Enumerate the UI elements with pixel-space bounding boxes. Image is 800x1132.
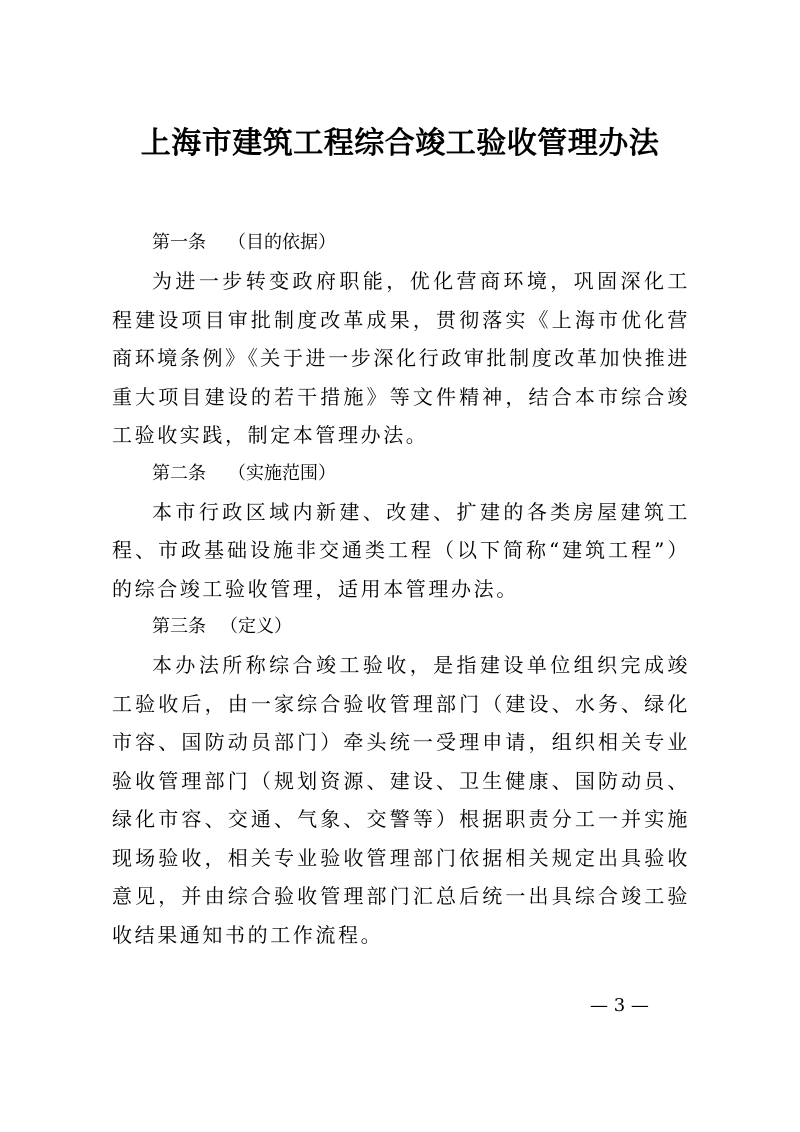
page-number: — 3 — [590, 995, 649, 1016]
article-topic: （定义） [220, 616, 292, 637]
article-heading [112, 455, 690, 493]
article-heading [112, 224, 690, 262]
article-number: 第一条 [152, 232, 206, 253]
article-3 [112, 608, 690, 954]
document-title: 上海市建筑工程综合竣工验收管理办法 [140, 126, 660, 161]
article-text: 为进一步转变政府职能，优化营商环境，巩固深化工程建设项目审批制度改革成果，贯彻落实《上海市优化营商环境条例》《关于进一步深化行政审批制度改革加快推进重大项目建设的若干措施》等文件精神，结合本市综合竣工验收实践，制定本管理办法。 [112, 269, 690, 447]
article-number: 第二条 [152, 462, 206, 484]
document-body [112, 224, 690, 954]
article-heading [112, 608, 690, 646]
article-text: 本办法所称综合竣工验收，是指建设单位组织完成竣工验收后，由一家综合验收管理部门（建设、水务、绿化市容、国防动员部门）牵头统一受理申请，组织相关专业验收管理部门（规划资源、建设、卫生健康、国防动员、绿化市容、交通、气象、交警等）根据职责分工一并实施现场验收，相关专业验收管理部门依据相关规定出具验收意见，并由综合验收管理部门汇总后统一出具综合竣工验收结果通知书的工作流程。 [112, 653, 690, 947]
article-topic: （实施范围） [228, 462, 336, 484]
article-1 [112, 224, 690, 455]
article-2 [112, 455, 690, 609]
article-topic: （目的依据） [228, 232, 336, 253]
article-number: 第三条 [152, 616, 206, 637]
article-text: 本市行政区域内新建、改建、扩建的各类房屋建筑工程、市政基础设施非交通类工程（以下简称“建筑工程”）的综合竣工验收管理，适用本管理办法。 [112, 499, 690, 601]
